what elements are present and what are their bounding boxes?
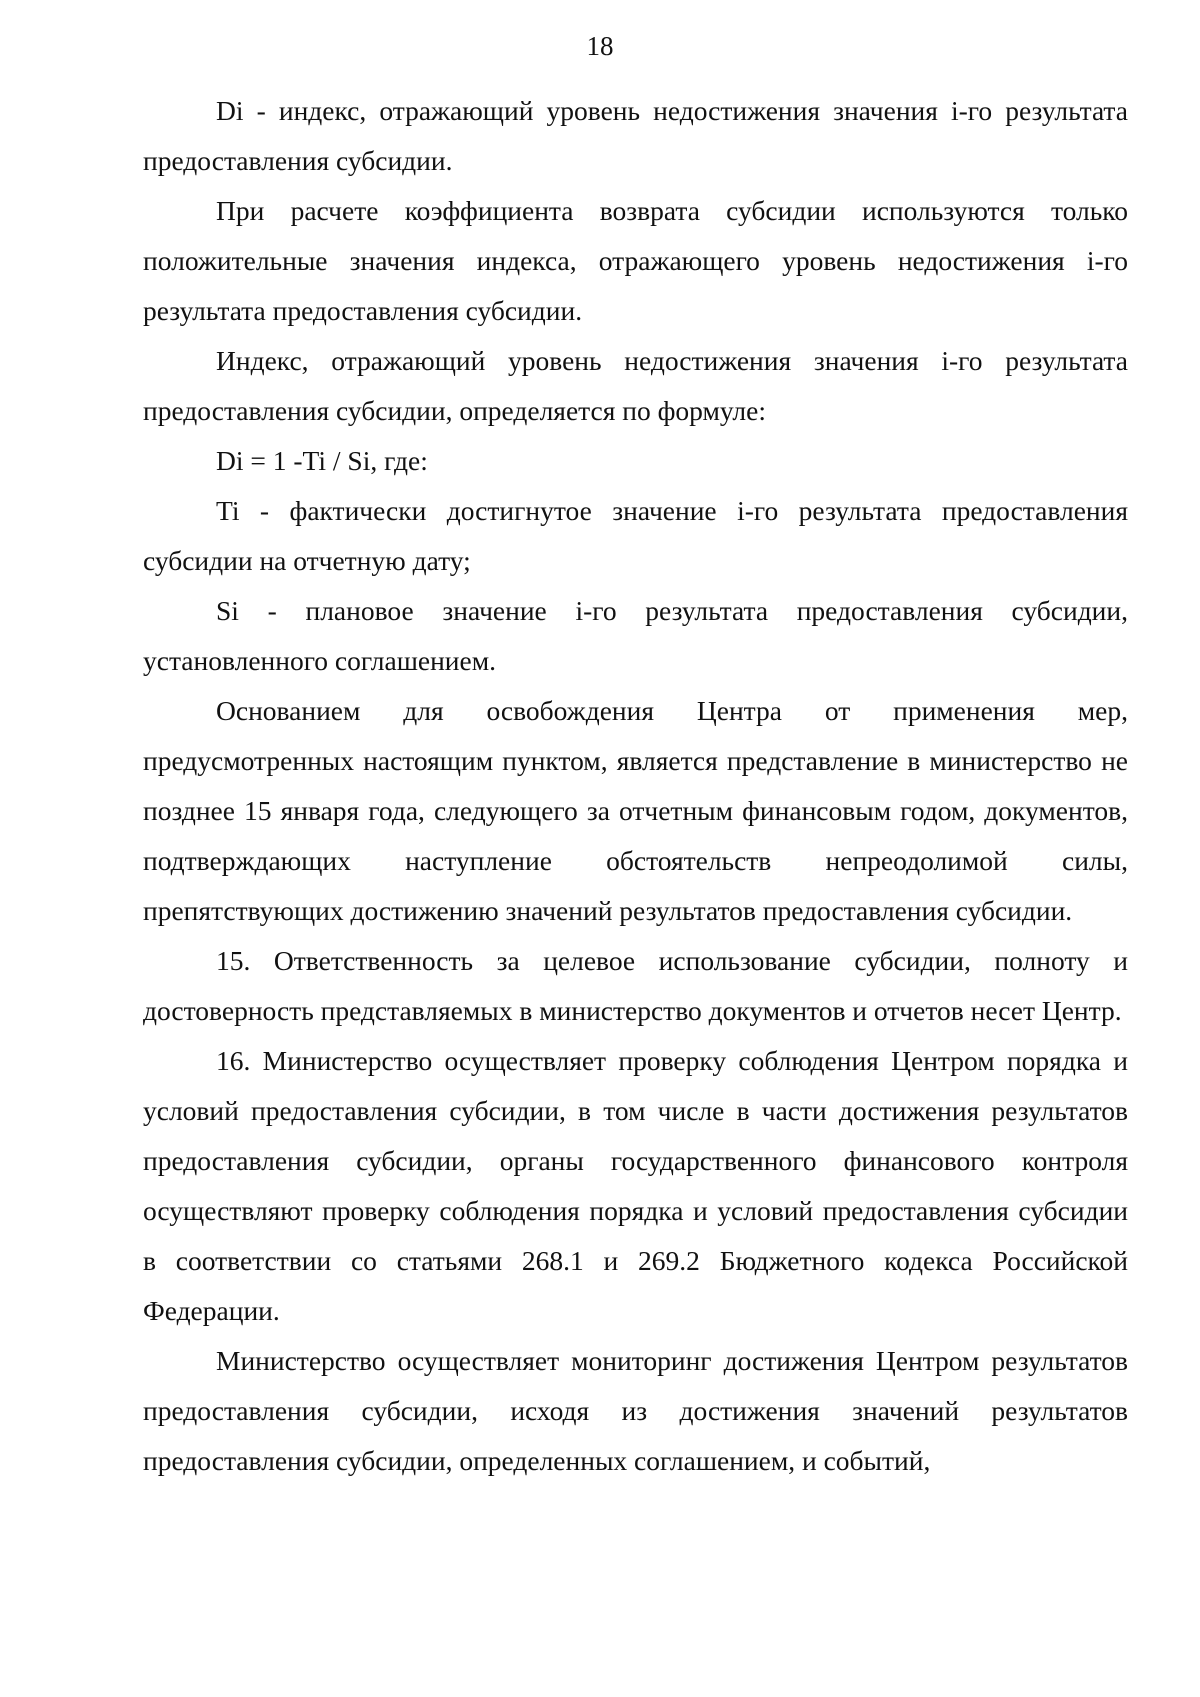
- paragraph-formula: Di = 1 -Ti / Si, где:: [216, 445, 428, 476]
- paragraph-item-16: 16. Министерство осуществляет проверку соблюдения Центром порядка и условий предоставления субсидии, в том числе в части достижения результатов предоставления субсидии, органы государственного финансового контроля осуществляют проверку соблюдения порядка и условий предоставления субсидии в соответствии со статьями 268.1 и 269.2 Бюджетного кодекса Российской Федерации.: [143, 1045, 1128, 1326]
- paragraph-monitoring: Министерство осуществляет мониторинг достижения Центром результатов предоставления субсидии, исходя из достижения значений результатов предоставления субсидии, определенных соглашением, и событий,: [143, 1345, 1128, 1476]
- paragraph-force-majeure: Основанием для освобождения Центра от применения мер, предусмотренных настоящим пунктом, является представление в министерство не позднее 15 января года, следующего за отчетным финансовым годом, документов, подтверждающих наступление обстоятельств непреодолимой силы, препятствующих достижению значений результатов предоставления субсидии.: [143, 695, 1128, 926]
- paragraph-si-definition: Si - плановое значение i-го результата предоставления субсидии, установленного соглашением.: [143, 595, 1128, 676]
- paragraph-ti-definition: Ti - фактически достигнутое значение i-го результата предоставления субсидии на отчетную дату;: [143, 495, 1128, 576]
- paragraph-index-formula-intro: Индекс, отражающий уровень недостижения значения i-го результата предоставления субсидии, определяется по формуле:: [143, 345, 1128, 426]
- document-body: [143, 86, 1128, 1486]
- paragraph-return-coefficient: При расчете коэффициента возврата субсидии используются только положительные значения индекса, отражающего уровень недостижения i-го результата предоставления субсидии.: [143, 195, 1128, 326]
- paragraph-di-definition: Di - индекс, отражающий уровень недостижения значения i-го результата предоставления субсидии.: [143, 95, 1128, 176]
- page-number: 18: [586, 31, 614, 61]
- paragraph-item-15: 15. Ответственность за целевое использование субсидии, полноту и достоверность представляемых в министерство документов и отчетов несет Центр.: [143, 945, 1128, 1026]
